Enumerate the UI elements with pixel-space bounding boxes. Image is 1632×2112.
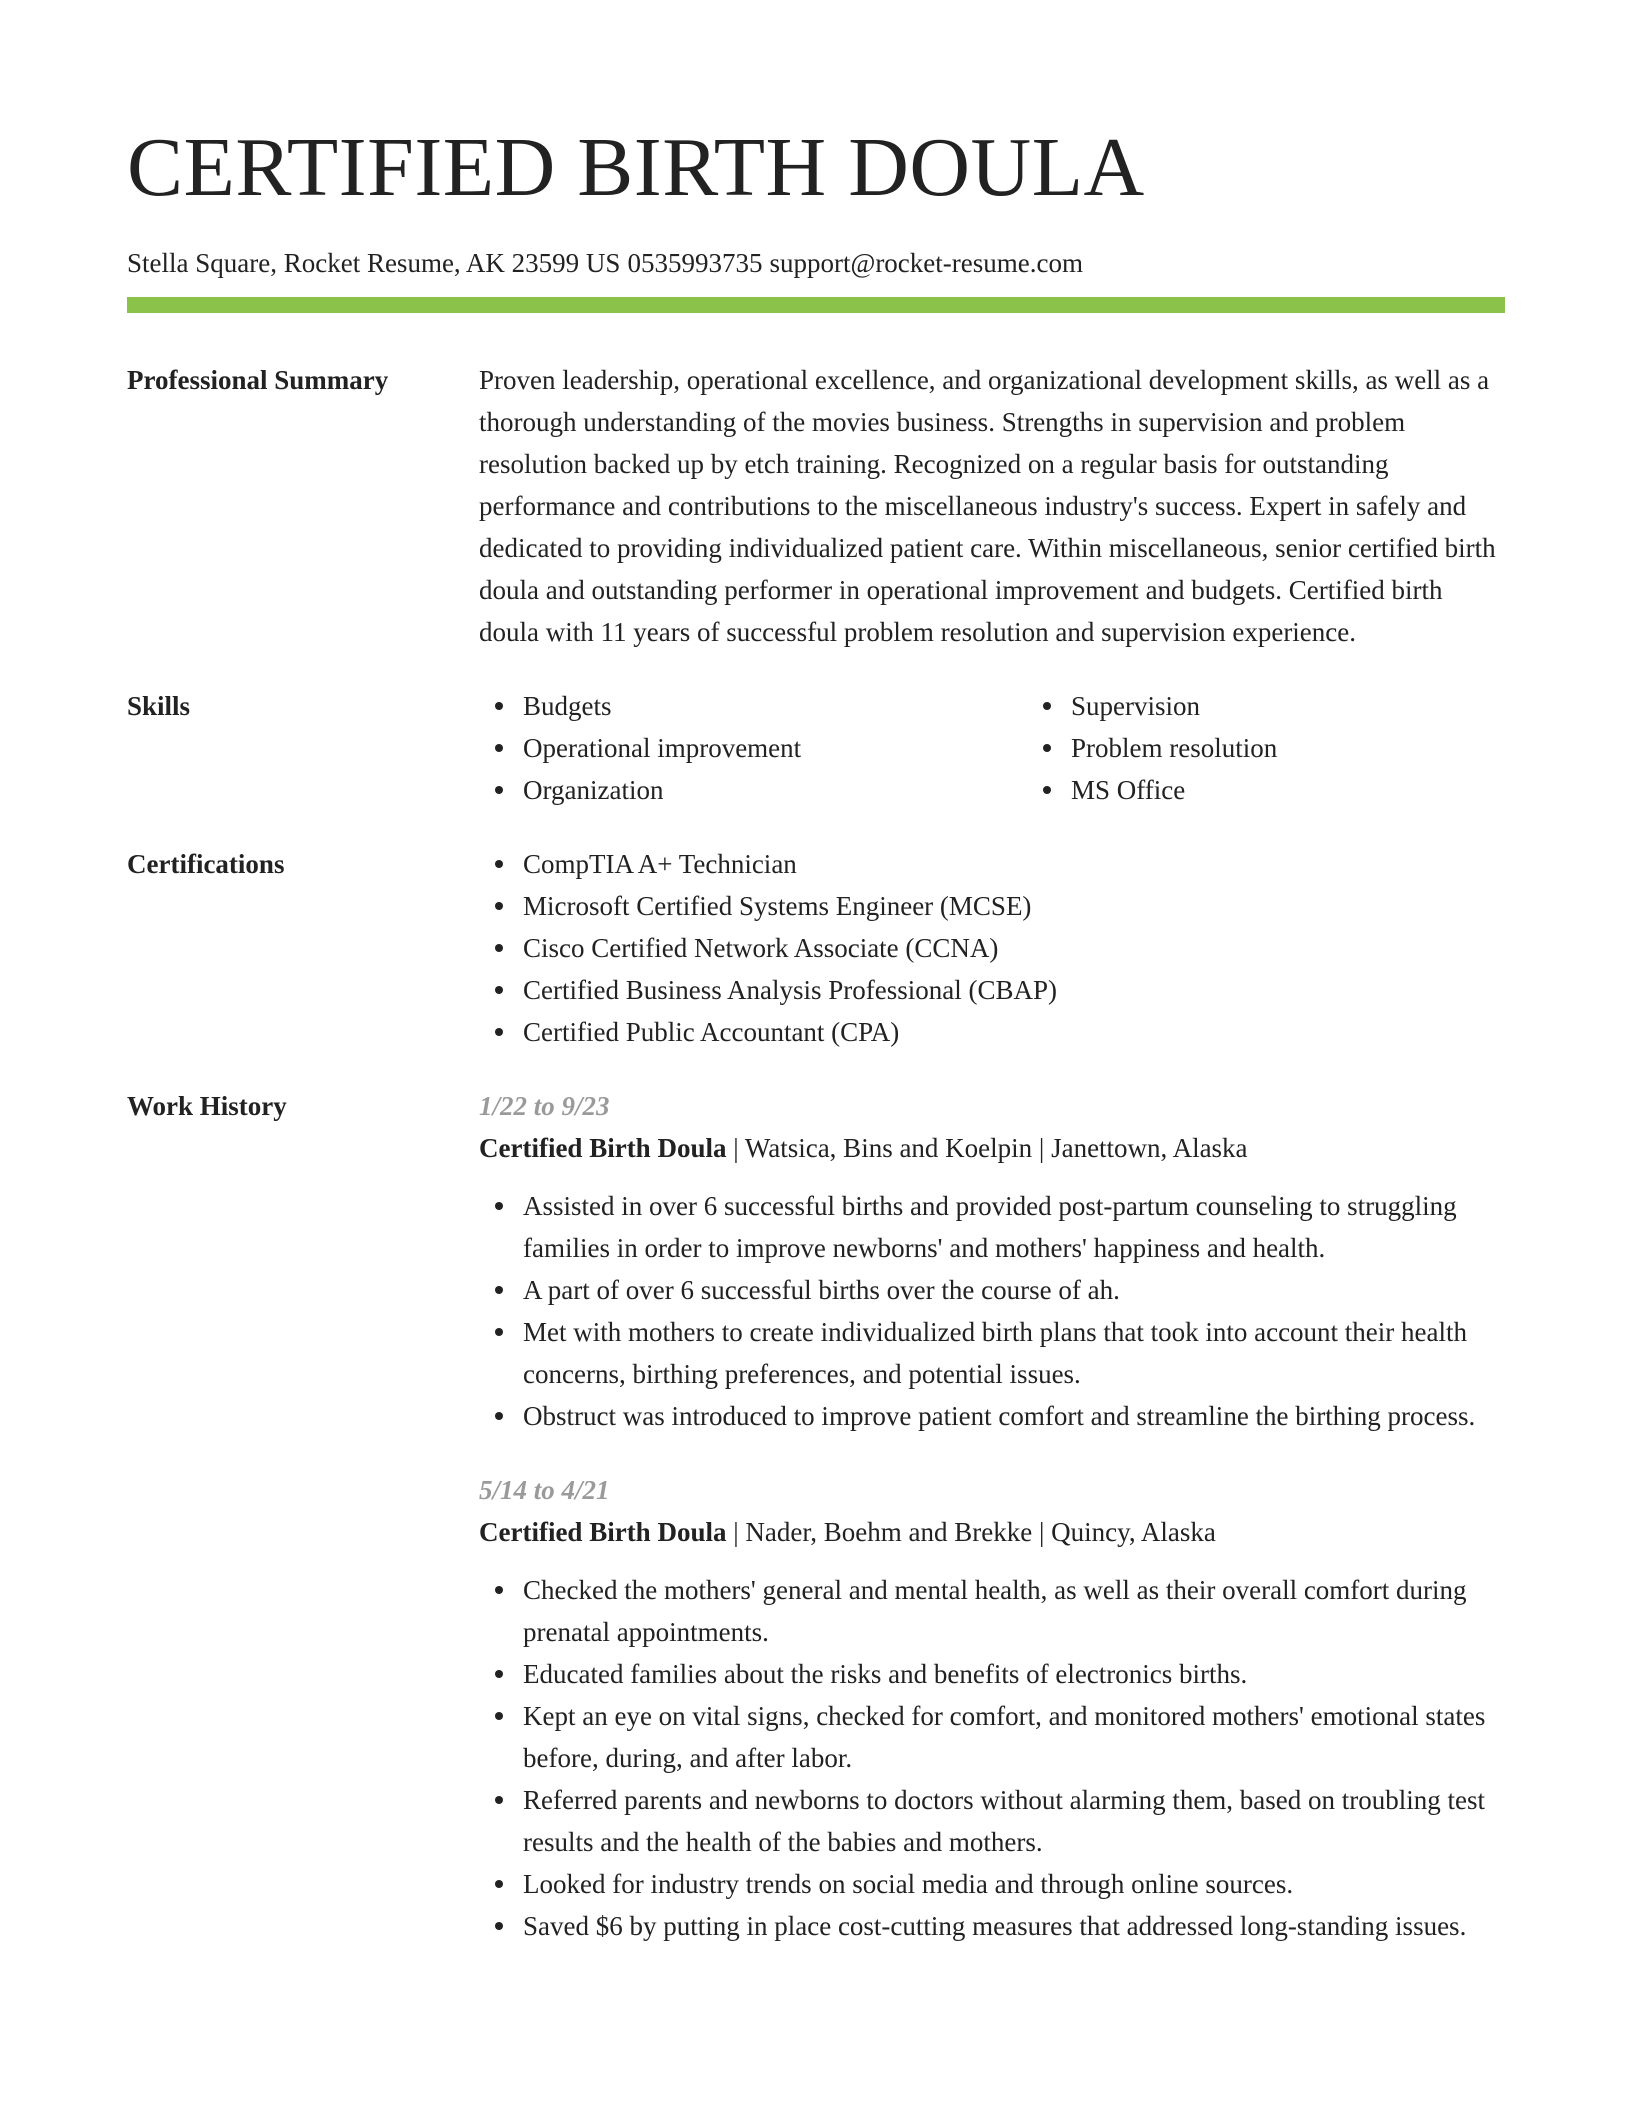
summary-text: Proven leadership, operational excellence, and organizational development skills, as well as a thorough understanding of the movies business. Strengths in supervision and problem resolution backed up by etch training. Recognized on a regular basis for outstanding performance and contributions to the miscellaneous industry's success. Expert in safely and dedicated to providing individualized patient care. Within miscellaneous, senior certified birth doula and outstanding performer in operational improvement and budgets. Certified birth doula with 11 years of successful problem resolution and supervision experience. xyxy=(479,365,1496,647)
job-bullet: Looked for industry trends on social media and through online sources. xyxy=(523,1863,1505,1905)
contact-email: support@rocket-resume.com xyxy=(769,248,1083,278)
job-bullets xyxy=(479,1569,1505,1947)
job-entry xyxy=(479,1085,1505,1437)
skills-section xyxy=(127,685,1505,811)
work-history-body xyxy=(479,1085,1505,1947)
job-bullet: Referred parents and newborns to doctors without alarming them, based on troubling test results and the health of the babies and mothers. xyxy=(523,1779,1505,1863)
certification-item: Microsoft Certified Systems Engineer (MCSE) xyxy=(523,885,1505,927)
job-heading xyxy=(479,1511,1505,1553)
job-details: | Watsica, Bins and Koelpin | Janettown, Alaska xyxy=(726,1133,1248,1163)
summary-body xyxy=(479,359,1505,653)
work-history-section xyxy=(127,1085,1505,1947)
certifications-section xyxy=(127,843,1505,1053)
contact-address: Stella Square, Rocket Resume, AK 23599 US xyxy=(127,248,621,278)
job-bullet: Saved $6 by putting in place cost-cutting measures that addressed long-standing issues. xyxy=(523,1905,1505,1947)
skill-item: Supervision xyxy=(1071,685,1575,727)
resume-name: CERTIFIED BIRTH DOULA xyxy=(127,121,1145,214)
job-entry xyxy=(479,1469,1505,1947)
header-divider xyxy=(127,297,1505,313)
skills-list-left xyxy=(479,685,1027,811)
summary-heading: Professional Summary xyxy=(127,365,389,395)
contact-phone: 0535993735 xyxy=(627,248,763,278)
work-history-heading: Work History xyxy=(127,1091,287,1121)
certification-item: Cisco Certified Network Associate (CCNA) xyxy=(523,927,1505,969)
summary-section xyxy=(127,359,1505,653)
skill-item: Operational improvement xyxy=(523,727,1027,769)
resume-page xyxy=(127,0,1505,1947)
job-details: | Nader, Boehm and Brekke | Quincy, Alaska xyxy=(726,1517,1216,1547)
job-dates: 1/22 to 9/23 xyxy=(479,1091,610,1121)
job-title: Certified Birth Doula xyxy=(479,1517,727,1547)
job-bullet: Obstruct was introduced to improve patient comfort and streamline the birthing process. xyxy=(523,1395,1505,1437)
job-bullet: Checked the mothers' general and mental health, as well as their overall comfort during prenatal appointments. xyxy=(523,1569,1505,1653)
certification-item: Certified Business Analysis Professional (CBAP) xyxy=(523,969,1505,1011)
job-bullet: A part of over 6 successful births over the course of ah. xyxy=(523,1269,1505,1311)
job-bullet: Educated families about the risks and benefits of electronics births. xyxy=(523,1653,1505,1695)
job-title: Certified Birth Doula xyxy=(479,1133,727,1163)
job-bullet: Kept an eye on vital signs, checked for comfort, and monitored mothers' emotional states before, during, and after labor. xyxy=(523,1695,1505,1779)
skill-item: Budgets xyxy=(523,685,1027,727)
job-bullet: Assisted in over 6 successful births and provided post-partum counseling to struggling families in order to improve newborns' and mothers' happiness and health. xyxy=(523,1185,1505,1269)
skills-heading: Skills xyxy=(127,691,191,721)
job-heading xyxy=(479,1127,1505,1169)
skills-body xyxy=(479,685,1575,811)
contact-line xyxy=(127,246,1505,280)
skills-list-right xyxy=(1027,685,1575,811)
certifications-heading: Certifications xyxy=(127,849,285,879)
certification-item: Certified Public Accountant (CPA) xyxy=(523,1011,1505,1053)
job-dates: 5/14 to 4/21 xyxy=(479,1475,610,1505)
job-bullet: Met with mothers to create individualized birth plans that took into account their health concerns, birthing preferences, and potential issues. xyxy=(523,1311,1505,1395)
certifications-body xyxy=(479,843,1505,1053)
skill-item: Problem resolution xyxy=(1071,727,1575,769)
skill-item: MS Office xyxy=(1071,769,1575,811)
certifications-list xyxy=(479,843,1505,1053)
certification-item: CompTIA A+ Technician xyxy=(523,843,1505,885)
skill-item: Organization xyxy=(523,769,1027,811)
job-bullets xyxy=(479,1185,1505,1437)
